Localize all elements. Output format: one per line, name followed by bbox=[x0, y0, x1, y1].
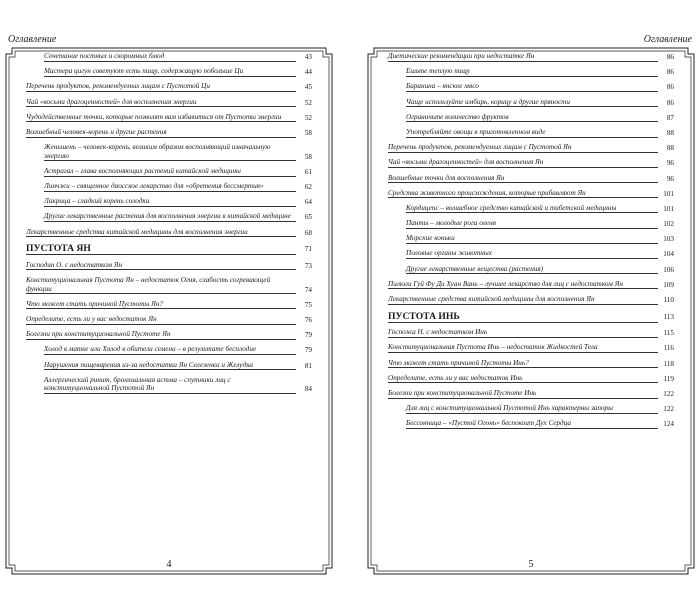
toc-entry bbox=[406, 265, 674, 275]
toc-entry-title: ПУСТОТА ИНЬ bbox=[388, 311, 658, 323]
toc-entry-page: 64 bbox=[304, 198, 312, 207]
toc-entry-title: Перечень продуктов, рекомендуемых лицам с Пустотой Ян bbox=[388, 143, 658, 153]
toc-entry bbox=[388, 174, 674, 184]
toc-entry bbox=[44, 212, 312, 222]
toc-entry-title: Чаще используйте имбирь, корицу и другие пряности bbox=[406, 98, 658, 108]
toc-entry bbox=[26, 82, 312, 92]
toc-entry-page: 122 bbox=[663, 389, 674, 398]
toc-entry-title: Чай «восьми драгоценностей» для восполнения энергии bbox=[26, 98, 296, 108]
toc-entry-title: Средства животного происхождения, которые прибавляют Ян bbox=[388, 189, 658, 199]
toc-entry-title: Определите, есть ли у вас недостаток Ян bbox=[26, 315, 296, 325]
toc-entry bbox=[388, 374, 674, 384]
toc-entry-title: Другие лекарственные вещества (растения) bbox=[406, 265, 658, 275]
toc-entry bbox=[44, 376, 312, 394]
toc-entry-title: Конституциональная Пустота Инь – недостаток Жидкостей Тела bbox=[388, 343, 658, 353]
left-header-title: Оглавление bbox=[8, 34, 57, 45]
toc-entry-page: 104 bbox=[663, 250, 674, 259]
toc-entry-title: Для лиц с конституциональной Пустотой Инь характерны запоры bbox=[406, 404, 658, 414]
toc-entry bbox=[26, 330, 312, 340]
toc-entry bbox=[406, 234, 674, 244]
toc-entry bbox=[406, 419, 674, 429]
toc-entry-page: 81 bbox=[304, 361, 312, 370]
left-page-number: 4 bbox=[166, 559, 172, 570]
toc-entry-title: Лекарственные средства китайской медицины для восполнения энергии bbox=[26, 228, 296, 238]
toc-entry bbox=[406, 219, 674, 229]
toc-entry bbox=[44, 143, 312, 161]
toc-entry bbox=[406, 249, 674, 259]
toc-entry bbox=[388, 280, 674, 290]
toc-entry-page: 96 bbox=[666, 159, 674, 168]
toc-entry-page: 71 bbox=[304, 245, 312, 254]
toc-entry-page: 124 bbox=[663, 420, 674, 429]
toc-entry-page: 109 bbox=[663, 280, 674, 289]
toc-entry bbox=[44, 52, 312, 62]
toc-entry-title: Лакрица – сладкий корень солодки bbox=[44, 197, 296, 207]
toc-entry-page: 122 bbox=[663, 405, 674, 414]
right-header-title: Оглавление bbox=[643, 34, 692, 45]
toc-entry-title: Болезни при конституциональной Пустоте Инь bbox=[388, 389, 658, 399]
left-toc-list bbox=[26, 52, 312, 400]
toc-entry-title: Половые органы животных bbox=[406, 249, 658, 259]
right-page-frame bbox=[366, 46, 696, 576]
toc-entry-title: Болезни при конституциональной Пустоте Ян bbox=[26, 330, 296, 340]
toc-section-heading bbox=[26, 243, 312, 255]
toc-entry bbox=[406, 404, 674, 414]
toc-entry-title: Линчжи – священное даосское лекарство для «обретения бессмертия» bbox=[44, 182, 296, 192]
toc-entry-title: Волшебный человек-корень и другие растения bbox=[26, 128, 296, 138]
toc-entry-title: Баранина – янское мясо bbox=[406, 82, 658, 92]
toc-entry bbox=[26, 228, 312, 238]
toc-entry bbox=[388, 328, 674, 338]
right-page bbox=[366, 26, 696, 576]
toc-entry-page: 58 bbox=[304, 128, 312, 137]
toc-entry-page: 87 bbox=[666, 113, 674, 122]
toc-entry-page: 43 bbox=[304, 53, 312, 61]
toc-entry bbox=[26, 98, 312, 108]
left-page bbox=[4, 26, 334, 576]
toc-entry-page: 119 bbox=[663, 374, 674, 383]
toc-entry-title: Перечень продуктов, рекомендуемых лицам с Пустотой Ци bbox=[26, 82, 296, 92]
toc-section-heading bbox=[388, 311, 674, 323]
toc-entry-page: 52 bbox=[304, 98, 312, 107]
toc-entry-page: 96 bbox=[666, 174, 674, 183]
toc-entry-title: Господин О. с недостатком Ян bbox=[26, 261, 296, 271]
right-running-header bbox=[366, 26, 696, 48]
toc-entry bbox=[44, 182, 312, 192]
toc-entry bbox=[26, 261, 312, 271]
toc-entry bbox=[26, 128, 312, 138]
toc-entry bbox=[406, 128, 674, 138]
toc-entry bbox=[388, 158, 674, 168]
toc-entry-title: Аллергический ринит, бронхиальная астма – спутники лиц с конституциональной Пустотой Ян bbox=[44, 376, 296, 394]
toc-entry-page: 52 bbox=[304, 113, 312, 122]
toc-entry-page: 61 bbox=[304, 167, 312, 176]
toc-entry bbox=[44, 361, 312, 371]
toc-entry-page: 62 bbox=[304, 183, 312, 192]
toc-entry bbox=[388, 359, 674, 369]
toc-entry-title: Мастера цигун советуют есть пищу, содержащую побольше Ци bbox=[44, 67, 296, 77]
toc-entry bbox=[26, 276, 312, 294]
toc-entry-page: 73 bbox=[304, 261, 312, 270]
toc-entry-page: 116 bbox=[663, 344, 674, 353]
right-page-number: 5 bbox=[528, 559, 534, 570]
toc-entry bbox=[388, 189, 674, 199]
toc-entry-title: Кордицепс – волшебное средство китайской и тибетской медицины bbox=[406, 204, 658, 214]
toc-entry-title: Конституциональная Пустота Ян – недостаток Огня, слабость согревающей функции bbox=[26, 276, 296, 294]
toc-entry-page: 65 bbox=[304, 213, 312, 222]
toc-entry bbox=[388, 143, 674, 153]
toc-entry bbox=[388, 343, 674, 353]
toc-entry-page: 79 bbox=[304, 331, 312, 340]
toc-entry bbox=[44, 167, 312, 177]
toc-entry-title: Чай «восьми драгоценностей» для восполнения Ян bbox=[388, 158, 658, 168]
toc-entry-page: 45 bbox=[304, 83, 312, 92]
toc-entry bbox=[406, 82, 674, 92]
toc-entry-title: Морские коньки bbox=[406, 234, 658, 244]
right-toc-list bbox=[388, 52, 674, 435]
toc-entry-title: Бессонница – «Пустой Огонь» беспокоит Дух Сердца bbox=[406, 419, 658, 429]
toc-entry-page: 75 bbox=[304, 300, 312, 309]
toc-entry-title: Что может стать причиной Пустоты Инь? bbox=[388, 359, 658, 369]
toc-entry-page: 44 bbox=[304, 68, 312, 77]
toc-entry-title: Волшебные точки для восполнения Ян bbox=[388, 174, 658, 184]
toc-entry-title: Другие лекарственные растения для восполнения энергии в китайской медицине bbox=[44, 212, 296, 222]
toc-entry-title: Сочетание постных и скоромных блюд bbox=[44, 52, 296, 62]
toc-entry bbox=[406, 113, 674, 123]
toc-entry-page: 86 bbox=[666, 83, 674, 92]
toc-entry bbox=[26, 300, 312, 310]
toc-entry-page: 79 bbox=[304, 346, 312, 355]
toc-entry-page: 58 bbox=[304, 152, 312, 161]
toc-entry-title: ПУСТОТА ЯН bbox=[26, 243, 296, 255]
toc-entry bbox=[388, 52, 674, 62]
toc-entry-title: Ограничьте количество фруктов bbox=[406, 113, 658, 123]
toc-entry-title: Госпожа Н. с недостатком Инь bbox=[388, 328, 658, 338]
toc-entry-page: 115 bbox=[663, 329, 674, 338]
toc-entry-title: Нарушения пищеварения из-за недостатка Ян Селезенки и Желудка bbox=[44, 361, 296, 371]
toc-entry-page: 86 bbox=[666, 53, 674, 61]
toc-entry-title: Диетические рекомендации при недостатке Ян bbox=[388, 52, 658, 62]
left-page-frame bbox=[4, 46, 334, 576]
toc-entry-page: 110 bbox=[663, 296, 674, 304]
toc-entry bbox=[26, 315, 312, 325]
toc-entry-title: Что может стать причиной Пустоты Ян? bbox=[26, 300, 296, 310]
toc-entry-title: Ешьте теплую пищу bbox=[406, 67, 658, 77]
toc-entry-title: Женьшень – человек-корень, великим образом восполняющий изначальную энергию bbox=[44, 143, 296, 161]
toc-entry-page: 86 bbox=[666, 98, 674, 107]
toc-entry-page: 102 bbox=[663, 220, 674, 229]
toc-entry-title: Лекарственные средства китайской медицины для восполнения Ян bbox=[388, 295, 658, 305]
toc-entry bbox=[406, 98, 674, 108]
toc-entry-title: Употребляйте овощи в приготовленном виде bbox=[406, 128, 658, 138]
toc-entry-page: 84 bbox=[304, 385, 312, 394]
toc-entry bbox=[388, 295, 674, 305]
toc-entry bbox=[406, 67, 674, 77]
toc-entry-title: Чудодейственные точки, которые позволят вам избавиться от Пустоты энергии bbox=[26, 113, 296, 123]
toc-entry-title: Определите, есть ли у вас недостаток Инь bbox=[388, 374, 658, 384]
toc-entry bbox=[406, 204, 674, 214]
toc-entry-page: 113 bbox=[663, 312, 674, 321]
toc-entry-page: 76 bbox=[304, 316, 312, 324]
toc-entry-page: 68 bbox=[304, 228, 312, 237]
toc-entry-title: Астрагал – глава восполняющих растений китайской медицины bbox=[44, 167, 296, 177]
toc-entry-page: 88 bbox=[666, 144, 674, 153]
toc-entry-title: Пилюли Гуй Фу Ди Хуан Вань – лучшее лекарство для лиц с недостатком Ян bbox=[388, 280, 658, 290]
toc-entry bbox=[44, 67, 312, 77]
toc-entry-title: Холод в матке или Холод в обители семени – в результате бесплодие bbox=[44, 345, 296, 355]
toc-entry-page: 74 bbox=[304, 285, 312, 294]
toc-entry-title: Панты – молодые рога оленя bbox=[406, 219, 658, 229]
left-running-header bbox=[4, 26, 334, 48]
toc-entry-page: 103 bbox=[663, 235, 674, 244]
toc-entry-page: 101 bbox=[663, 189, 674, 198]
toc-entry bbox=[388, 389, 674, 399]
toc-entry bbox=[26, 113, 312, 123]
toc-entry-page: 101 bbox=[663, 204, 674, 213]
toc-entry bbox=[44, 197, 312, 207]
toc-entry-page: 88 bbox=[666, 128, 674, 137]
toc-entry-page: 86 bbox=[666, 68, 674, 77]
toc-entry-page: 106 bbox=[663, 265, 674, 274]
toc-entry-page: 118 bbox=[663, 359, 674, 368]
toc-entry bbox=[44, 345, 312, 355]
